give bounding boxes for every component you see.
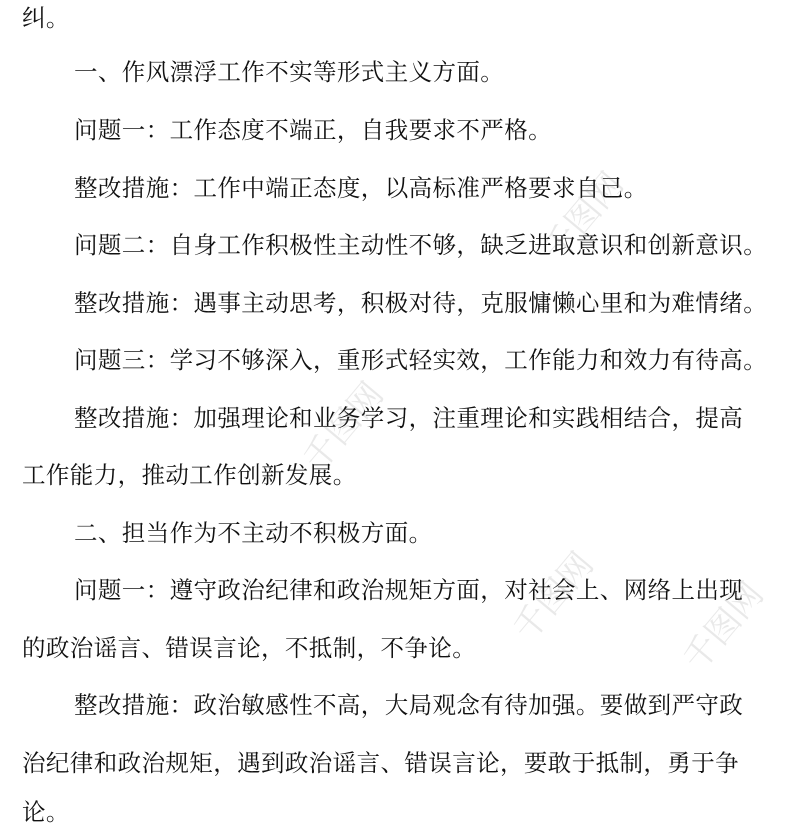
text-line: 整改措施：遇事主动思考，积极对待，克服慵懒心里和为难情绪。 [74,289,768,317]
text-line: 治纪律和政治规矩，遇到政治谣言、错误言论，要敢于抵制，勇于争 [22,749,739,777]
text-line: 论。 [22,798,70,826]
section-heading: 二、担当作为不主动不积极方面。 [74,519,433,547]
text-line: 整改措施：工作中端正态度，以高标准严格要求自己。 [74,174,648,202]
watermark: 千图网 [535,164,632,269]
text-line: 的政治谣言、错误言论，不抵制，不争论。 [22,634,477,662]
text-line: 问题三：学习不够深入，重形式轻实效，工作能力和效力有待高。 [74,346,768,374]
text-line: 问题一：遵守政治纪律和政治规矩方面，对社会上、网络上出现 [74,576,744,604]
text-line: 问题二：自身工作积极性主动性不够，缺乏进取意识和创新意识。 [74,231,768,259]
watermark: 千图网 [675,574,772,679]
text-line: 纠。 [22,4,70,32]
watermark: 千图网 [295,374,392,479]
watermark: 千图网 [505,544,602,649]
text-line: 工作能力，推动工作创新发展。 [22,461,357,489]
text-line: 问题一：工作态度不端正，自我要求不严格。 [74,116,552,144]
section-heading: 一、作风漂浮工作不实等形式主义方面。 [74,58,505,86]
text-line: 整改措施：加强理论和业务学习，注重理论和实践相结合，提高 [74,404,744,432]
text-line: 整改措施：政治敏感性不高，大局观念有待加强。要做到严守政 [74,691,744,719]
